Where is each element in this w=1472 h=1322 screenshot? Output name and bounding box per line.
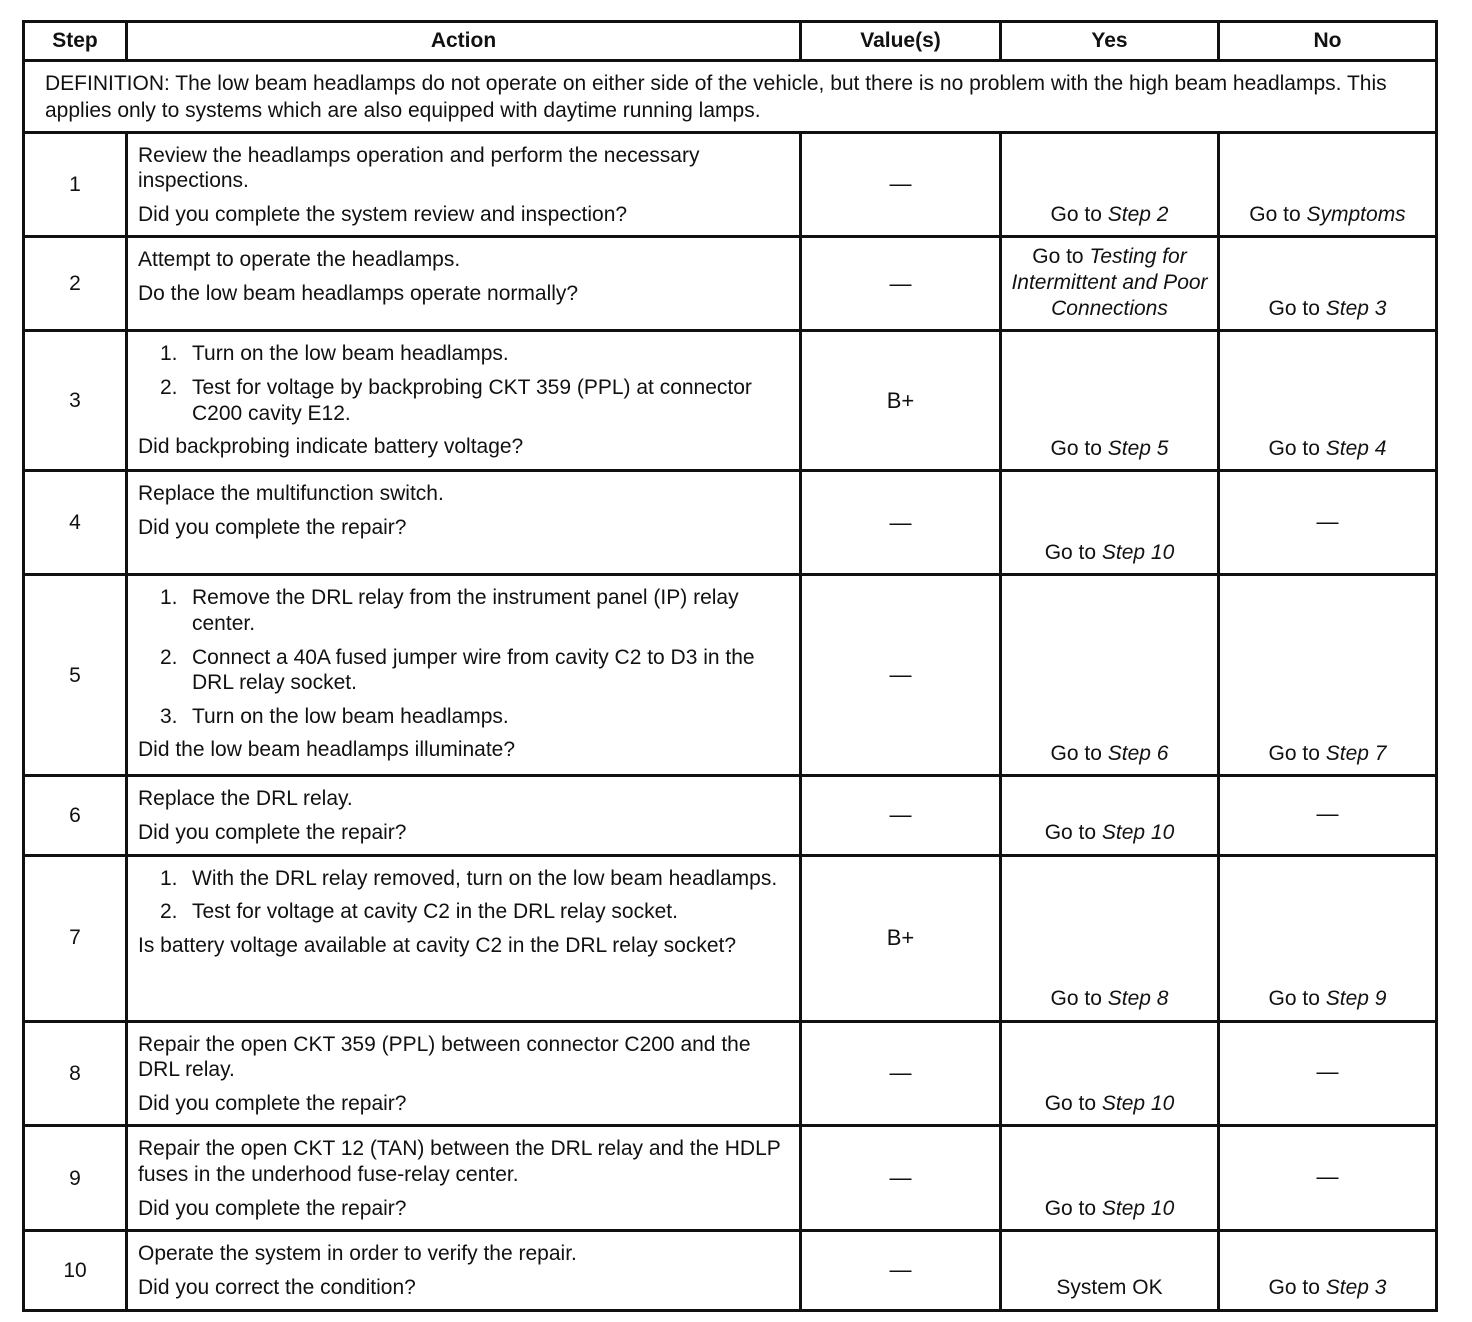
yes-cell xyxy=(1001,1021,1219,1126)
goto-target: Step 10 xyxy=(1101,1091,1175,1115)
instruction-text: With the DRL relay removed, turn on the low beam headlamps. xyxy=(192,866,778,890)
table-row xyxy=(24,237,1437,331)
instruction-text: Remove the DRL relay from the instrument panel (IP) relay center. xyxy=(192,586,739,636)
action-cell xyxy=(127,855,801,1021)
no-goto-link xyxy=(1269,987,1387,1010)
goto-prefix: Go to xyxy=(1050,202,1108,226)
goto-prefix: Go to xyxy=(1268,436,1326,460)
action-line: Replace the multifunction switch. xyxy=(138,482,444,506)
instruction-number: 1. xyxy=(160,586,178,610)
no-goto-link xyxy=(1269,742,1387,765)
value-cell: — xyxy=(801,1126,1001,1231)
numbered-instruction xyxy=(138,899,789,925)
instruction-text: Connect a 40A fused jumper wire from cavity C2 to D3 in the DRL relay socket. xyxy=(192,645,755,695)
goto-target: Step 9 xyxy=(1325,987,1387,1011)
action-line: Did you complete the repair? xyxy=(138,1196,407,1220)
yes-goto-link xyxy=(1051,742,1169,765)
numbered-instruction xyxy=(138,585,789,636)
instruction-text: Test for voltage by backprobing CKT 359 (PPL) at connector C200 cavity E12. xyxy=(192,376,752,425)
table-row xyxy=(24,1126,1437,1231)
no-goto-link xyxy=(1269,297,1387,320)
header-row xyxy=(24,22,1437,61)
no-result: — xyxy=(1316,508,1339,534)
goto-target: Step 3 xyxy=(1325,1275,1387,1299)
no-goto-link xyxy=(1269,437,1387,460)
goto-target: Step 10 xyxy=(1101,821,1175,845)
instruction-number: 2. xyxy=(160,376,178,400)
header-action: Action xyxy=(127,22,801,61)
instruction-text: Turn on the low beam headlamps. xyxy=(192,342,509,366)
action-cell xyxy=(127,1021,801,1126)
value-cell: — xyxy=(801,471,1001,575)
action-line: Did you correct the condition? xyxy=(138,1275,416,1299)
yes-goto-link xyxy=(1045,1092,1175,1115)
value-cell: — xyxy=(801,132,1001,237)
no-result: — xyxy=(1316,801,1339,827)
yes-cell xyxy=(1001,471,1219,575)
no-cell xyxy=(1219,1126,1437,1231)
yes-cell xyxy=(1001,1231,1219,1310)
table-row xyxy=(24,1021,1437,1126)
no-cell xyxy=(1219,237,1437,331)
action-line: Attempt to operate the headlamps. xyxy=(138,248,461,272)
definition-row xyxy=(24,61,1437,133)
action-line: Is battery voltage available at cavity C2 in the DRL relay socket? xyxy=(138,933,737,957)
yes-cell xyxy=(1001,1126,1219,1231)
step-number: 8 xyxy=(24,1021,127,1126)
numbered-instruction xyxy=(138,866,789,892)
action-cell xyxy=(127,1126,801,1231)
action-line: Replace the DRL relay. xyxy=(138,787,353,811)
goto-prefix: Go to xyxy=(1050,741,1108,765)
table-row xyxy=(24,132,1437,237)
instruction-text: Turn on the low beam headlamps. xyxy=(192,704,509,728)
action-line: Did you complete the repair? xyxy=(138,1091,407,1115)
action-cell xyxy=(127,1231,801,1310)
goto-prefix: Go to xyxy=(1032,245,1090,269)
header-yes: Yes xyxy=(1001,22,1219,61)
yes-goto-link xyxy=(1045,821,1175,844)
instruction-number: 1. xyxy=(160,342,178,366)
goto-target: Step 2 xyxy=(1107,202,1169,226)
step-number: 3 xyxy=(24,331,127,471)
goto-prefix: Go to xyxy=(1050,987,1108,1011)
value-cell: — xyxy=(801,237,1001,331)
goto-target: Step 6 xyxy=(1107,741,1169,765)
action-cell xyxy=(127,776,801,855)
step-number: 5 xyxy=(24,575,127,776)
yes-cell xyxy=(1001,855,1219,1021)
value-cell: — xyxy=(801,776,1001,855)
goto-target: Testing for Intermittent and Poor Connections xyxy=(1011,245,1208,320)
goto-target: Symptoms xyxy=(1306,202,1406,226)
action-line: Repair the open CKT 12 (TAN) between the DRL relay and the HDLP fuses in the underhood fuse-relay center. xyxy=(138,1137,781,1187)
step-number: 1 xyxy=(24,132,127,237)
step-number: 4 xyxy=(24,471,127,575)
no-result: — xyxy=(1316,1163,1339,1189)
goto-target: Step 3 xyxy=(1325,296,1387,320)
goto-target: Step 7 xyxy=(1325,741,1387,765)
goto-target: Step 4 xyxy=(1325,436,1387,460)
goto-target: Step 5 xyxy=(1107,436,1169,460)
action-line: Did you complete the repair? xyxy=(138,516,407,540)
yes-cell xyxy=(1001,132,1219,237)
action-line: Did you complete the system review and inspection? xyxy=(138,202,628,226)
no-cell xyxy=(1219,1021,1437,1126)
table-row xyxy=(24,1231,1437,1310)
action-line: Do the low beam headlamps operate normally? xyxy=(138,282,579,306)
instruction-number: 1. xyxy=(160,866,178,890)
no-cell xyxy=(1219,575,1437,776)
yes-cell xyxy=(1001,776,1219,855)
table-row xyxy=(24,331,1437,471)
instruction-number: 2. xyxy=(160,645,178,669)
no-result: — xyxy=(1316,1059,1339,1085)
numbered-instruction xyxy=(138,645,789,696)
action-cell xyxy=(127,331,801,471)
goto-prefix: Go to xyxy=(1268,1275,1326,1299)
yes-cell xyxy=(1001,237,1219,331)
value-cell: — xyxy=(801,1231,1001,1310)
value-cell: — xyxy=(801,575,1001,776)
goto-prefix: Go to xyxy=(1268,741,1326,765)
yes-goto-link xyxy=(1051,987,1169,1010)
diagnostic-table xyxy=(22,20,1438,1312)
goto-prefix: Go to xyxy=(1050,436,1108,460)
action-cell xyxy=(127,575,801,776)
no-cell xyxy=(1219,471,1437,575)
table-row xyxy=(24,471,1437,575)
header-step: Step xyxy=(24,22,127,61)
yes-goto-link xyxy=(1011,245,1207,319)
goto-target: Step 10 xyxy=(1101,1196,1175,1220)
yes-result: System OK xyxy=(1056,1275,1163,1299)
goto-prefix: Go to xyxy=(1044,821,1102,845)
goto-prefix: Go to xyxy=(1044,1196,1102,1220)
numbered-instruction xyxy=(138,375,789,426)
goto-prefix: Go to xyxy=(1044,1091,1102,1115)
instruction-number: 3. xyxy=(160,704,178,728)
instruction-number: 2. xyxy=(160,900,178,924)
action-line: Did the low beam headlamps illuminate? xyxy=(138,738,516,762)
action-cell xyxy=(127,132,801,237)
value-cell: B+ xyxy=(801,331,1001,471)
no-cell xyxy=(1219,855,1437,1021)
goto-prefix: Go to xyxy=(1249,202,1307,226)
action-line: Review the headlamps operation and perform the necessary inspections. xyxy=(138,143,700,193)
goto-prefix: Go to xyxy=(1268,296,1326,320)
header-values: Value(s) xyxy=(801,22,1001,61)
numbered-instruction xyxy=(138,341,789,367)
goto-target: Step 10 xyxy=(1101,540,1175,564)
action-line: Did backprobing indicate battery voltage? xyxy=(138,435,524,459)
definition-text: DEFINITION: The low beam headlamps do not operate on either side of the vehicle, but there is no problem with the high beam headlamps. This applies only to systems which are also equipped with daytime running lamps. xyxy=(24,61,1437,133)
table-row xyxy=(24,855,1437,1021)
action-line: Operate the system in order to verify the repair. xyxy=(138,1242,577,1266)
action-cell xyxy=(127,237,801,331)
table-row xyxy=(24,776,1437,855)
goto-target: Step 8 xyxy=(1107,987,1169,1011)
no-cell xyxy=(1219,776,1437,855)
yes-goto-link xyxy=(1051,203,1169,226)
step-number: 10 xyxy=(24,1231,127,1310)
instruction-text: Test for voltage at cavity C2 in the DRL relay socket. xyxy=(192,900,678,924)
no-cell xyxy=(1219,331,1437,471)
yes-cell xyxy=(1001,575,1219,776)
yes-cell xyxy=(1001,331,1219,471)
value-cell: — xyxy=(801,1021,1001,1126)
no-cell xyxy=(1219,132,1437,237)
numbered-instruction xyxy=(138,704,789,730)
value-cell: B+ xyxy=(801,855,1001,1021)
action-cell xyxy=(127,471,801,575)
no-goto-link xyxy=(1249,203,1405,226)
step-number: 2 xyxy=(24,237,127,331)
no-cell xyxy=(1219,1231,1437,1310)
header-no: No xyxy=(1219,22,1437,61)
step-number: 9 xyxy=(24,1126,127,1231)
step-number: 7 xyxy=(24,855,127,1021)
no-goto-link xyxy=(1269,1276,1387,1299)
step-number: 6 xyxy=(24,776,127,855)
action-line: Repair the open CKT 359 (PPL) between connector C200 and the DRL relay. xyxy=(138,1032,751,1082)
yes-goto-link xyxy=(1045,1197,1175,1220)
action-line: Did you complete the repair? xyxy=(138,821,407,845)
table-row xyxy=(24,575,1437,776)
goto-prefix: Go to xyxy=(1044,540,1102,564)
goto-prefix: Go to xyxy=(1268,987,1326,1011)
yes-goto-link xyxy=(1051,437,1169,460)
yes-goto-link xyxy=(1045,541,1175,564)
